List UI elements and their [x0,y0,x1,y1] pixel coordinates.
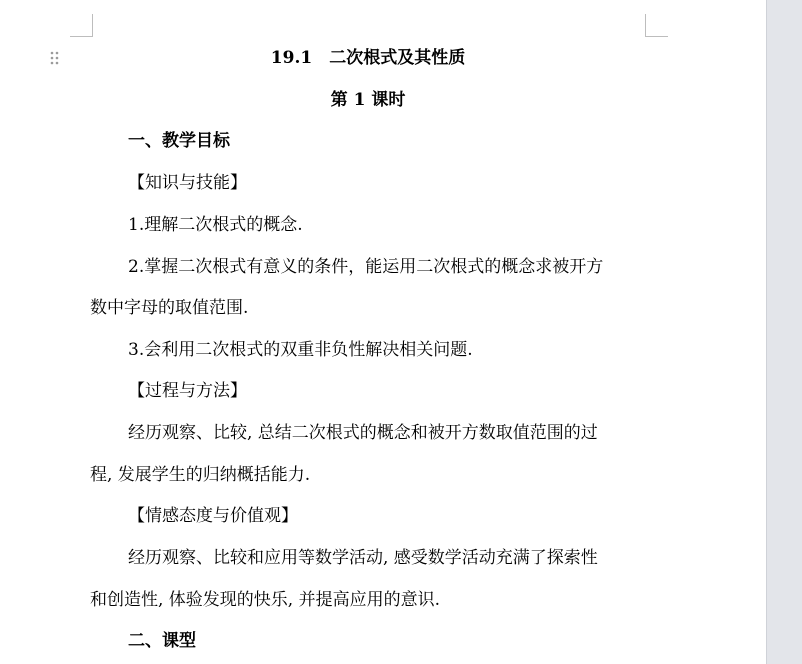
body-line: 和创造性, 体验发现的快乐, 并提高应用的意识. [90,590,441,610]
body-line: 经历观察、比较和应用等数学活动, 感受数学活动充满了探索性 [128,548,598,568]
body-line: 经历观察、比较, 总结二次根式的概念和被开方数取值范围的过 [128,423,598,443]
body-line: 3.会利用二次根式的双重非负性解决相关问题. [128,340,473,360]
body-line: 数中字母的取值范围. [90,298,249,318]
body-line: 1.理解二次根式的概念. [128,215,303,235]
body-line: 程, 发展学生的归纳概括能力. [90,465,311,485]
margin-corner-top-left [70,14,93,37]
subheading-knowledge-skills: 【知识与技能】 [128,173,247,193]
body-line: 2.掌握二次根式有意义的条件，能运用二次根式的概念求被开方 [128,257,604,277]
document-title: 19.1 二次根式及其性质 [270,48,466,68]
subheading-process-methods: 【过程与方法】 [128,381,247,401]
document-subtitle: 第 1 课时 [330,90,406,110]
margin-corner-top-right [645,14,668,37]
workspace-gutter [766,0,802,664]
section-heading: 二、课型 [128,631,196,651]
table-drag-handle[interactable] [50,50,60,66]
section-heading: 一、教学目标 [128,131,230,151]
subheading-attitudes-values: 【情感态度与价值观】 [128,506,298,526]
page-edge-divider [766,0,767,664]
drag-handle-icon [50,50,60,66]
